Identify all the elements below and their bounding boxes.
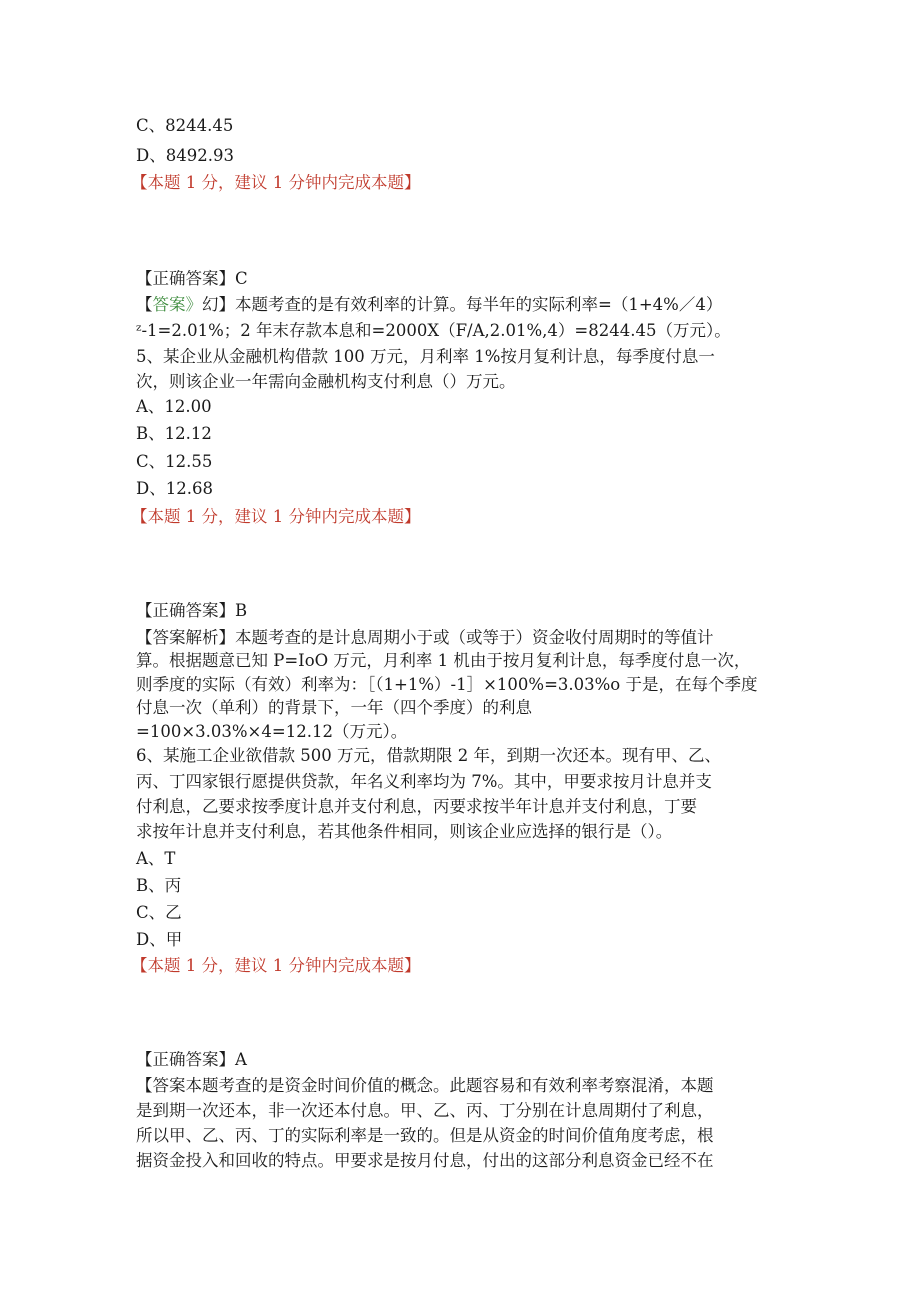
q5-analysis-line-5: =100×3.03%×4=12.12（万元）。 (136, 722, 408, 741)
q6-option-c: C、乙 (136, 903, 182, 922)
q5-analysis-line-4: 付息一次（单利）的背景下，一年（四个季度）的利息 (136, 698, 532, 717)
q5-option-d: D、12.68 (136, 479, 213, 498)
q4-analysis-highlight: 答案》 (152, 295, 202, 314)
q6-analysis-line-4: 据资金投入和回收的特点。甲要求是按月付息，付出的这部分利息资金已经不在 (136, 1151, 714, 1170)
q4-option-c: C、8244.45 (136, 116, 234, 135)
q5-stem-line-2: 次，则该企业一年需向金融机构支付利息（）万元。 (136, 372, 516, 391)
q5-option-c: C、12.55 (136, 452, 213, 471)
q4-option-d: D、8492.93 (136, 146, 234, 165)
q5-stem-line-1: 5、某企业从金融机构借款 100 万元，月利率 1%按月复利计息，每季度付息一 (136, 347, 715, 366)
q5-analysis-line-3: 则季度的实际（有效）利率为：［（1+1%）-1］×100%=3.03%o 于是，在每个季度 (136, 675, 758, 694)
q4-analysis-bracket: 【 (136, 295, 153, 314)
q4-correct-answer: 【正确答案】C (136, 269, 248, 288)
q4-analysis-rest: 幻】本题考查的是有效利率的计算。每半年的实际利率=（1+4%／4） (202, 295, 723, 314)
q6-hint: 【本题 1 分，建议 1 分钟内完成本题】 (131, 956, 421, 975)
q5-option-b: B、12.12 (136, 424, 212, 443)
q4-analysis-line-1 (136, 294, 722, 316)
q4-analysis-line-2: ᶻ-1=2.01%；2 年末存款本息和=2000X（F/A,2.01%,4）=8244.45（万元）。 (136, 321, 731, 340)
q6-analysis-line-3: 所以甲、乙、丙、丁的实际利率是一致的。但是从资金的时间价值角度考虑，根 (136, 1126, 714, 1145)
q4-hint: 【本题 1 分，建议 1 分钟内完成本题】 (131, 173, 421, 192)
q5-correct-answer: 【正确答案】B (136, 601, 248, 620)
q5-hint: 【本题 1 分，建议 1 分钟内完成本题】 (131, 507, 421, 526)
q5-option-a: A、12.00 (136, 397, 212, 416)
q5-analysis-line-2: 算。根据题意已知 P=IoO 万元，月利率 1 机由于按月复利计息，每季度付息一次， (136, 651, 751, 670)
q6-stem-line-3: 付利息，乙要求按季度计息并支付利息，丙要求按半年计息并支付利息，丁要 (136, 797, 697, 816)
q6-stem-line-1: 6、某施工企业欲借款 500 万元，借款期限 2 年，到期一次还本。现有甲、乙、 (136, 746, 721, 765)
q6-option-d: D、甲 (136, 930, 183, 949)
q6-correct-answer: 【正确答案】A (136, 1050, 247, 1069)
q6-option-b: B、丙 (136, 876, 182, 895)
q6-option-a: A、T (136, 849, 176, 868)
q6-stem-line-2: 丙、丁四家银行愿提供贷款，年名义利率均为 7%。其中，甲要求按月计息并支 (136, 772, 712, 791)
q6-analysis-line-2: 是到期一次还本，非一次还本付息。甲、乙、丙、丁分别在计息周期付了利息， (136, 1101, 714, 1120)
q6-analysis-line-1: 【答案本题考查的是资金时间价值的概念。此题容易和有效利率考察混淆，本题 (136, 1076, 714, 1095)
q5-analysis-line-1: 【答案解析】本题考查的是计息周期小于或（或等于）资金收付周期时的等值计 (136, 628, 714, 647)
q6-stem-line-4: 求按年计息并支付利息，若其他条件相同，则该企业应选择的银行是（）。 (136, 822, 673, 841)
